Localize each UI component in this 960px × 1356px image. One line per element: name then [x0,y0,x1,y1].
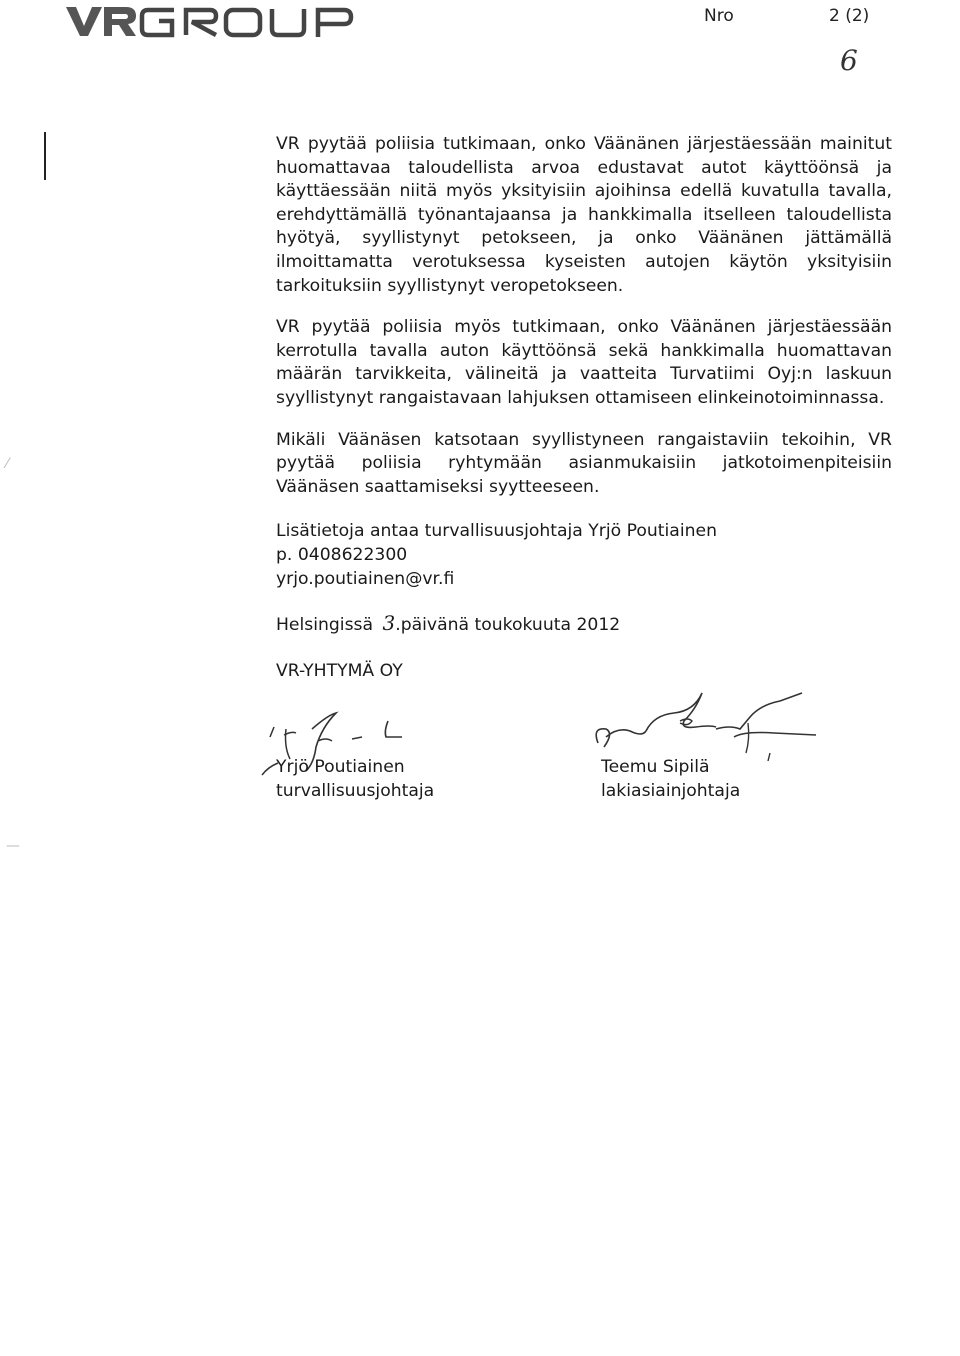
signatory-right [601,755,740,803]
contact-info-line: Lisätietoja antaa turvallisuusjohtaja Yrjö Poutiainen [276,521,717,542]
margin-change-bar [44,132,46,180]
scan-artifact: ⁄ [6,456,9,472]
signatory-name: Yrjö Poutiainen [276,757,405,778]
signatory-left [276,755,434,803]
letter-body [276,133,892,813]
vr-group-logo [64,4,374,38]
handwritten-page-number: 6 [840,44,858,77]
date-rest: .päivänä toukokuuta 2012 [395,615,621,636]
paragraph-prosecution-request: Mikäli Väänäsen katsotaan syyllistyneen rangaistaviin tekoihin, VR pyytää poliisia ryhtymään asianmukaisiin jatkotoimenpiteisiin Väänäsen saattamiseksi syytteeseen. [276,429,892,497]
signatory-name: Teemu Sipilä [601,757,710,778]
scan-artifact: — [6,838,20,854]
signatory-title: lakiasiainjohtaja [601,781,741,802]
date-place: Helsingissä [276,615,374,636]
date-day-handwritten: 3 [382,611,396,636]
page-indicator: 2 (2) [829,6,870,26]
contact-info [276,519,892,591]
paragraph-fraud-request: VR pyytää poliisia tutkimaan, onko Väänänen järjestäessään mainitut huomattavaa taloudellista arvoa edustavat autot käyttöönsä ja käyttäessään niitä myös yksityisiin ajoihinsa edellä kuvatulla tavalla, erehdyttämällä työnantajaansa ja hankkimalla itselleen taloudellista hyötyä, syyllistynyt petokseen, ja onko Väänänen jättämällä ilmoittamatta verotuksessa kyseisten autojen käytön yksityisiin tarkoituksiin syyllistynyt veropetokseen. [276,134,892,296]
document-number-label: Nro [704,6,734,26]
date-line [276,611,892,637]
signature-area [276,683,892,813]
contact-phone: p. 0408622300 [276,545,408,566]
paragraph-bribery-request: VR pyytää poliisia myös tutkimaan, onko Väänänen järjestäessään kerrotulla tavalla auton käyttöönsä sekä hankkimalla huomattavan määrän tarvikkeita, välineitä ja vaatteita Turvatiimi Oyj:n laskuun syyllistynyt rangaistavaan lahjuksen ottamiseen elinkeinotoiminnassa. [276,317,892,408]
company-name: VR-YHTYMÄ OY [276,661,403,682]
signatory-title: turvallisuusjohtaja [276,781,435,802]
contact-email: yrjo.poutiainen@vr.fi [276,569,455,590]
